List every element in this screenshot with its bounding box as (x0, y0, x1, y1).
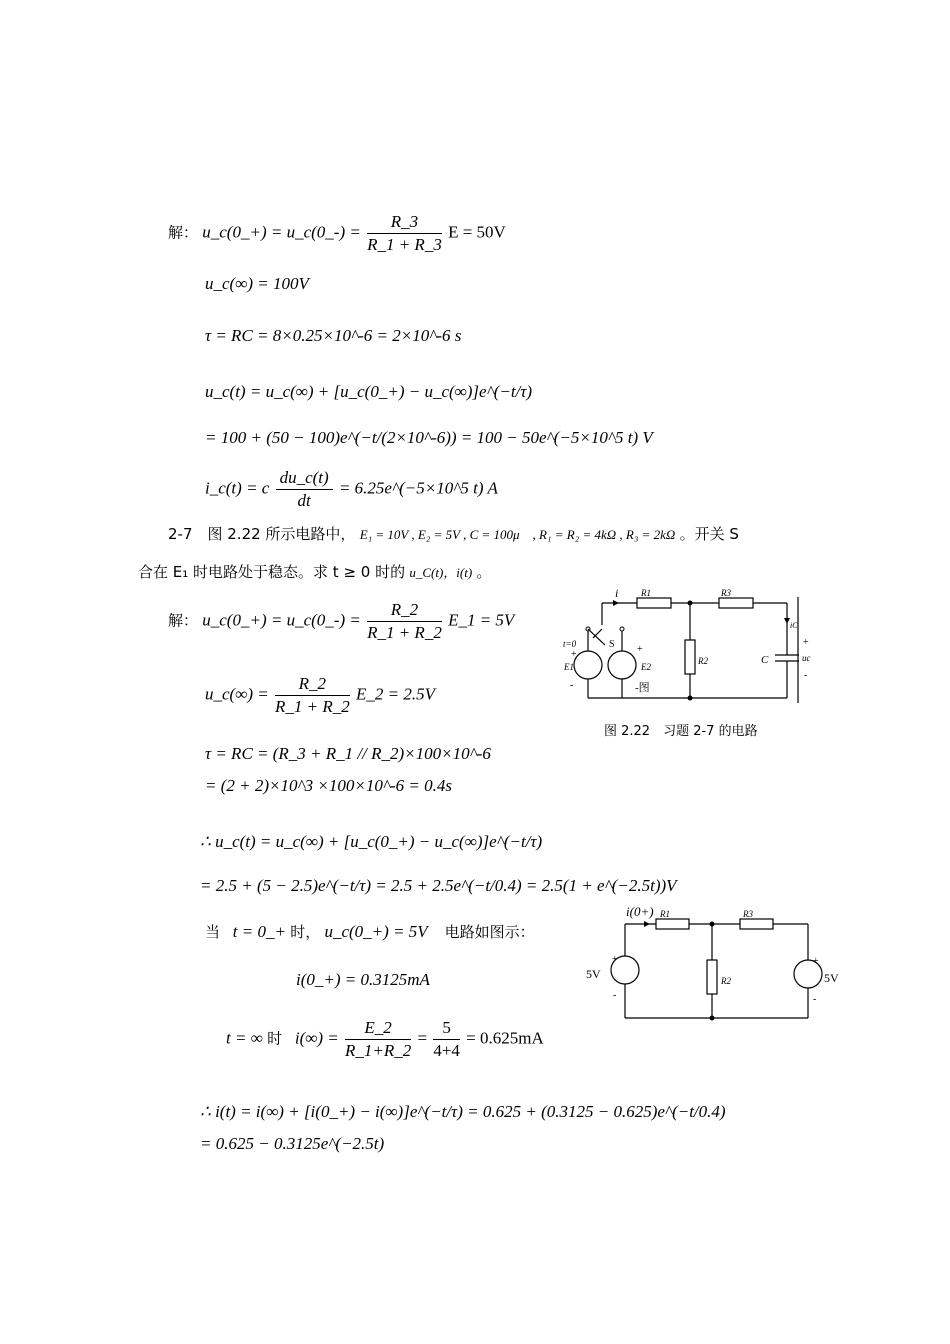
sol1-line2: u_c(∞) = 100V (205, 274, 309, 293)
label-e1-plus: + (571, 649, 577, 660)
resistor-r3-b (740, 919, 773, 929)
label-r1: R1 (641, 588, 651, 598)
sol2-eq9-fraction2 (433, 1018, 460, 1061)
sol2-label: 解： (168, 611, 199, 630)
label-t0: t=0 (563, 639, 577, 649)
sol2-eq1-head: u_c(0_+) = u_c(0_-) = (202, 610, 361, 630)
source-e2 (608, 651, 636, 679)
sol2-uc0: u_c(0_+) = 5V (324, 922, 428, 941)
sol1-eq6-numerator: du_c(t) (276, 468, 333, 490)
sol1-eq1-fraction (367, 212, 442, 255)
sol2-eq9-numerator1: E_2 (345, 1018, 411, 1040)
resistor-r2 (685, 640, 695, 674)
sol2-eq1-fraction (367, 600, 442, 643)
sol1-eq6-tail: = 6.25e^(−5×10^5 t) A (338, 478, 498, 498)
sol1-line1 (168, 212, 506, 255)
figure-caption: 图 2.22 习题 2-7 的电路 (604, 724, 758, 739)
label-r3: R3 (721, 588, 731, 598)
sol2-t-inf: t = ∞ (226, 1028, 263, 1048)
label-right-minus: - (813, 994, 817, 1005)
circuit-t0plus (580, 900, 850, 1025)
sol2-line10: ∴ i(t) = i(∞) + [i(0_+) − i(∞)]e^(−t/τ) = 0.625 + (0.3125 − 0.625)e^(−t/0.4) (200, 1102, 726, 1121)
sol1-eq1-head: u_c(0_+) = u_c(0_-) = (202, 222, 361, 242)
label-r3-b: R3 (743, 909, 753, 919)
sol1-eq1-tail: E = 50V (448, 222, 506, 242)
label-uc-minus: - (804, 670, 808, 681)
label-left-minus: - (613, 990, 617, 1001)
label-e2-plus: + (637, 644, 643, 655)
problem-line1 (168, 524, 739, 545)
label-fig-tag: -图 (635, 682, 650, 694)
sol2-eq2-denominator: R_1 + R_2 (274, 697, 350, 716)
sol2-eq9-fraction1 (345, 1018, 411, 1061)
resistor-r1-b (656, 919, 689, 929)
sol2-eq9-tail: = 0.625mA (466, 1028, 544, 1048)
sol1-eq6-head: i_c(t) = c (205, 478, 270, 498)
label-c: C (761, 654, 769, 666)
sol2-line2 (205, 674, 435, 717)
sol2-shi: 时， (290, 923, 321, 941)
sol2-circuit-note: 电路如图示： (444, 923, 535, 941)
sol2-line11: = 0.625 − 0.3125e^(−2.5t) (200, 1134, 385, 1153)
sol2-eq1-denominator: R_1 + R_2 (367, 623, 442, 642)
label-5v-right: 5V (824, 971, 839, 985)
label-uc: uc (802, 653, 811, 663)
sol1-line5: = 100 + (50 − 100)e^(−t/(2×10^-6)) = 100 − 50e^(−5×10^5 t) V (205, 428, 653, 447)
problem-line2-text: 合在 E₁ 时电路处于稳态。求 t ≥ 0 时的 (138, 563, 406, 581)
sol1-line6 (205, 468, 498, 511)
sol2-line4: = (2 + 2)×10^3 ×100×10^-6 = 0.4s (205, 776, 453, 795)
sol2-line6: = 2.5 + (5 − 2.5)e^(−t/τ) = 2.5 + 2.5e^(−t/0.4) = 2.5(1 + e^(−2.5t))V (200, 876, 677, 895)
label-r1-b: R1 (660, 909, 670, 919)
problem-line2-vars: u_C(t)，i(t) (409, 565, 473, 580)
label-i: i (615, 586, 619, 600)
sol2-line1 (168, 600, 514, 643)
label-s: S (609, 639, 615, 650)
sol1-eq6-fraction (276, 468, 333, 511)
label-ic: iC (790, 621, 798, 630)
sol1-line3: τ = RC = 8×0.25×10^-6 = 2×10^-6 s (205, 326, 462, 345)
label-right-plus: + (813, 956, 819, 967)
label-i0plus: i(0+) (626, 904, 654, 919)
sol2-eq1-numerator: R_2 (367, 600, 442, 622)
label-r2-b: R2 (721, 976, 731, 986)
label-e2: E2 (641, 662, 651, 672)
sol2-line8: i(0_+) = 0.3125mA (296, 970, 430, 989)
sol2-when: 当 (205, 923, 221, 941)
source-e1 (574, 651, 602, 679)
sol2-line3: τ = RC = (R_3 + R_1 // R_2)×100×10^-6 (205, 744, 491, 763)
sol2-line5: ∴ u_c(t) = u_c(∞) + [u_c(0_+) − u_c(∞)]e^(−t/τ) (200, 832, 543, 851)
label-e1: E1 (564, 662, 574, 672)
problem-line1-text: 2-7 图 2.22 所示电路中， (168, 525, 356, 543)
problem-line1-params: E₁ = 10V , E₂ = 5V , C = 100μ , R₁ = R₂ = 4kΩ , R₃ = 2kΩ (359, 527, 676, 542)
label-uc-plus: + (803, 637, 809, 648)
sol1-eq6-denominator: dt (297, 491, 311, 510)
sol2-eq1-tail: E_1 = 5V (448, 610, 515, 630)
circuit-figure-2-22 (555, 585, 825, 710)
problem-line2 (138, 562, 491, 583)
resistor-r3 (719, 598, 753, 608)
sol2-eq2-numerator: R_2 (275, 674, 350, 696)
sol2-eq9-denominator2: 4+4 (433, 1041, 460, 1060)
sol1-eq1-numerator: R_3 (367, 212, 442, 234)
sol2-eq2-head: u_c(∞) = (205, 684, 269, 704)
sol2-line7 (205, 922, 535, 942)
sol2-eq2-tail: E_2 = 2.5V (355, 684, 435, 704)
label-r2: R2 (698, 656, 708, 666)
sol2-eq2-fraction (275, 674, 350, 717)
label-e1-minus: - (570, 680, 574, 691)
sol2-eq9-numerator2: 5 (433, 1018, 460, 1040)
sol1-label: 解： (168, 223, 199, 242)
problem-line1-end: 。开关 S (679, 525, 739, 543)
resistor-r2-b (707, 960, 717, 994)
sol2-eq9-denominator1: R_1+R_2 (344, 1041, 412, 1060)
resistor-r1 (637, 598, 671, 608)
sol2-shi2: 时 (267, 1029, 283, 1048)
sol2-i-inf: i(∞) = (294, 1028, 339, 1048)
label-5v-left: 5V (586, 967, 601, 981)
sol1-eq1-denominator: R_1 + R_3 (367, 235, 442, 254)
sol2-t0plus: t = 0_+ (232, 922, 286, 941)
sol2-line9: t = ∞ 时 i(∞) = $\frac{E\_2}{R\_1+R\_2}$ = $\frac{5}{4+4}$ = 0.625mA (226, 1018, 544, 1060)
problem-line2-end: 。 (476, 563, 492, 581)
sol1-line4: u_c(t) = u_c(∞) + [u_c(0_+) − u_c(∞)]e^(−t/τ) (205, 382, 533, 401)
label-left-plus: + (612, 954, 618, 965)
